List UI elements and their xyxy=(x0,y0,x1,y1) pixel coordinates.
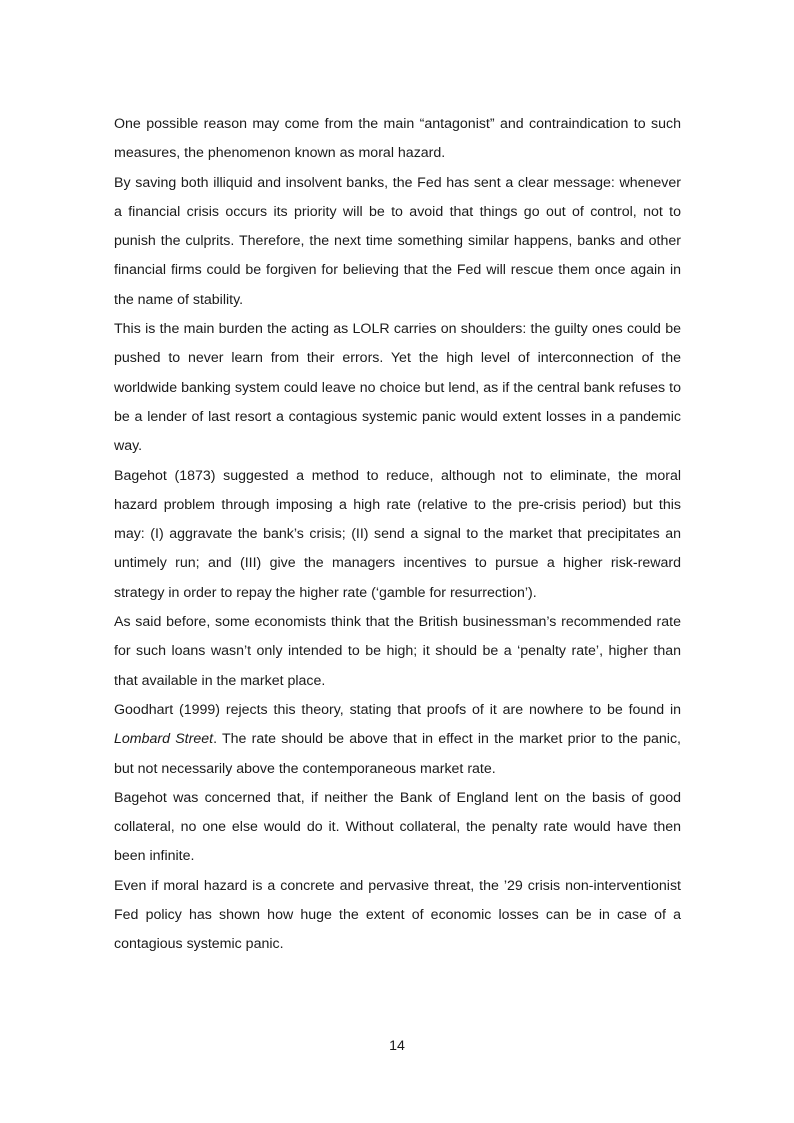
page-body xyxy=(114,110,681,960)
paragraph-bagehot-collateral: Bagehot was concerned that, if neither the Bank of England lent on the basis of good collateral, no one else would do it. Without collateral, the penalty rate would have then been infinite. xyxy=(114,789,681,865)
paragraph-conclusion: Even if moral hazard is a concrete and pervasive threat, the ’29 crisis non-interventionist Fed policy has shown how huge the extent of economic losses can be in case of a contagious systemic panic. xyxy=(114,877,681,953)
paragraph-goodhart xyxy=(114,696,681,784)
goodhart-text-after: . The rate should be above that in effect in the market prior to the panic, but not necessarily above the contemporaneous market rate. xyxy=(114,731,681,777)
paragraph-bagehot-method: Bagehot (1873) suggested a method to reduce, although not to eliminate, the moral hazard problem through imposing a high rate (relative to the pre-crisis period) but this may: (I) aggravate the bank’s crisis; (II) send a signal to the market that precipitates an untimely run; and (III) give the managers incentives to pursue a higher risk-reward strategy in order to repay the higher rate (‘gamble for resurrection’). xyxy=(114,467,681,601)
paragraph-lolr-burden: This is the main burden the acting as LOLR carries on shoulders: the guilty ones could be pushed to never learn from their errors. Yet the high level of interconnection of the worldwide banking system could leave no choice but lend, as if the central bank refuses to be a lender of last resort a contagious systemic panic would extent losses in a pandemic way. xyxy=(114,321,681,455)
goodhart-text-before: Goodhart (1999) rejects this theory, stating that proofs of it are nowhere to be found in xyxy=(114,701,681,718)
paragraph-penalty-rate: As said before, some economists think that the British businessman’s recommended rate for such loans wasn’t only intended to be high; it should be a ‘penalty rate’, higher than that available in the market place. xyxy=(114,614,681,689)
paragraph-fed-rescue: By saving both illiquid and insolvent banks, the Fed has sent a clear message: whenever a financial crisis occurs its priority will be to avoid that things go out of control, not to punish the culprits. Therefore, the next time something similar happens, banks and other financial firms could be forgiven for believing that the Fed will rescue them once again in the name of stability. xyxy=(114,174,681,308)
page-number: 14 xyxy=(389,1038,405,1054)
lombard-street-title: Lombard Street xyxy=(114,731,214,748)
paragraph-moral-hazard-intro: One possible reason may come from the main “antagonist” and contraindication to such measures, the phenomenon known as moral hazard. xyxy=(114,116,681,162)
